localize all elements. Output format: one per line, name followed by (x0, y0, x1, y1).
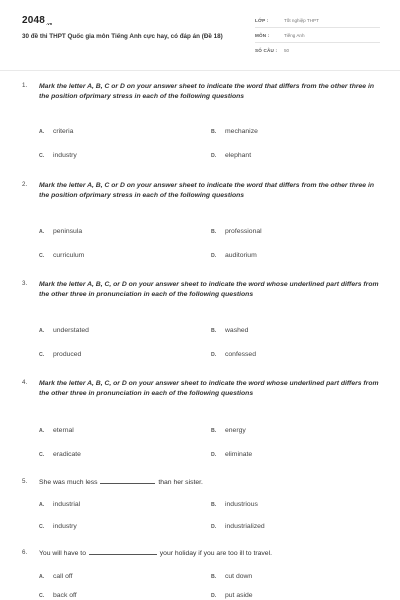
answer-blank (100, 478, 155, 484)
stem-text-after: than her sister. (158, 479, 203, 486)
question-stem: Mark the letter A, B, C or D on your answer sheet to indicate the word that differs from the other three in the position ofprimary stress in each of the following questions (39, 182, 374, 199)
option-letter: D. (211, 593, 217, 599)
option-letter: C. (39, 524, 45, 530)
option-text: eliminate (225, 451, 253, 458)
option-text: put aside (225, 592, 253, 599)
option-d[interactable] (211, 351, 256, 358)
option-a[interactable] (39, 573, 73, 580)
option-letter: A. (39, 574, 45, 580)
question-number: 4. (22, 379, 28, 386)
option-b[interactable] (211, 501, 258, 508)
option-text: auditorium (225, 252, 257, 259)
option-text: back off (53, 592, 77, 599)
option-letter: B. (211, 229, 217, 235)
question-stem: Mark the letter A, B, C, or D on your answer sheet to indicate the word whose underlined part differs from the other three in pronunciation in each of the following questions (39, 380, 379, 397)
answer-blank (89, 549, 157, 555)
meta-label: MÔN : (255, 33, 270, 38)
meta-label: LỚP : (255, 18, 269, 23)
option-letter: D. (211, 452, 217, 458)
stem-text-after: your holiday if you are too ill to travel. (159, 550, 272, 557)
option-b[interactable] (211, 128, 258, 135)
option-letter: B. (211, 129, 217, 135)
question-stem: Mark the letter A, B, C or D on your answer sheet to indicate the word that differs from the other three in the position ofprimary stress in each of the following questions (39, 83, 374, 100)
option-c[interactable] (39, 523, 77, 530)
question-stem (39, 478, 384, 488)
option-letter: A. (39, 129, 45, 135)
stem-text-before: You will have to (39, 550, 86, 557)
option-letter: B. (211, 428, 217, 434)
question-number: 5. (22, 478, 28, 485)
option-letter: B. (211, 574, 217, 580)
option-d[interactable] (211, 451, 252, 458)
option-letter: D. (211, 253, 217, 259)
option-b[interactable] (211, 327, 248, 334)
option-d[interactable] (211, 252, 257, 259)
option-letter: A. (39, 502, 45, 508)
option-a[interactable] (39, 427, 74, 434)
meta-row-subject (255, 30, 380, 43)
logo-text: 2048 (22, 15, 46, 26)
option-d[interactable] (211, 523, 265, 530)
option-text: elephant (225, 152, 252, 159)
option-text: produced (53, 351, 82, 358)
question-stem (39, 549, 384, 559)
option-d[interactable] (211, 152, 251, 159)
header-divider (0, 70, 400, 71)
question-number: 6. (22, 549, 28, 556)
option-letter: B. (211, 328, 217, 334)
option-c[interactable] (39, 451, 81, 458)
logo-suffix: .vn (46, 21, 53, 26)
option-text: industrious (225, 501, 258, 508)
document-title: 30 đề thi THPT Quốc gia môn Tiếng Anh cực hay, có đáp án (Đề 18) (22, 33, 223, 40)
option-b[interactable] (211, 228, 262, 235)
meta-value: Tiếng Anh (284, 33, 305, 38)
option-text: cut down (225, 573, 253, 580)
option-a[interactable] (39, 128, 73, 135)
meta-row-class (255, 15, 380, 28)
option-letter: C. (39, 352, 45, 358)
option-a[interactable] (39, 228, 82, 235)
option-c[interactable] (39, 252, 84, 259)
option-text: industry (53, 523, 77, 530)
option-c[interactable] (39, 152, 77, 159)
meta-row-count (255, 45, 380, 58)
option-text: mechanize (225, 128, 258, 135)
question-number: 2. (22, 181, 28, 188)
option-letter: A. (39, 328, 45, 334)
option-letter: D. (211, 153, 217, 159)
option-text: industry (53, 152, 77, 159)
meta-value: 50 (284, 48, 290, 53)
option-letter: D. (211, 352, 217, 358)
option-text: washed (225, 327, 249, 334)
option-d[interactable] (211, 592, 253, 599)
option-letter: A. (39, 229, 45, 235)
option-text: criteria (53, 128, 74, 135)
option-letter: C. (39, 153, 45, 159)
meta-label: SỐ CÂU : (255, 48, 278, 53)
option-b[interactable] (211, 427, 246, 434)
option-c[interactable] (39, 592, 77, 599)
option-letter: D. (211, 524, 217, 530)
question-number: 1. (22, 82, 28, 89)
option-letter: C. (39, 452, 45, 458)
option-c[interactable] (39, 351, 81, 358)
option-text: eradicate (53, 451, 81, 458)
meta-value: Tốt nghiệp THPT (284, 18, 319, 23)
option-text: confessed (225, 351, 256, 358)
option-letter: B. (211, 502, 217, 508)
option-text: peninsula (53, 228, 83, 235)
stem-text-before: She was much less (39, 479, 98, 486)
option-b[interactable] (211, 573, 252, 580)
option-a[interactable] (39, 501, 80, 508)
question-stem: Mark the letter A, B, C, or D on your answer sheet to indicate the word whose underlined part differs from the other three in pronunciation in each of the following questions (39, 281, 379, 298)
option-text: energy (225, 427, 246, 434)
option-letter: A. (39, 428, 45, 434)
question-number: 3. (22, 280, 28, 287)
option-letter: C. (39, 253, 45, 259)
option-text: industrialized (225, 523, 265, 530)
option-a[interactable] (39, 327, 89, 334)
site-logo[interactable] (22, 15, 52, 26)
option-text: understated (53, 327, 89, 334)
option-text: eternal (53, 427, 74, 434)
option-letter: C. (39, 593, 45, 599)
option-text: call off (53, 573, 73, 580)
option-text: professional (225, 228, 262, 235)
option-text: industrial (53, 501, 81, 508)
option-text: curriculum (53, 252, 85, 259)
document-header (0, 0, 400, 68)
